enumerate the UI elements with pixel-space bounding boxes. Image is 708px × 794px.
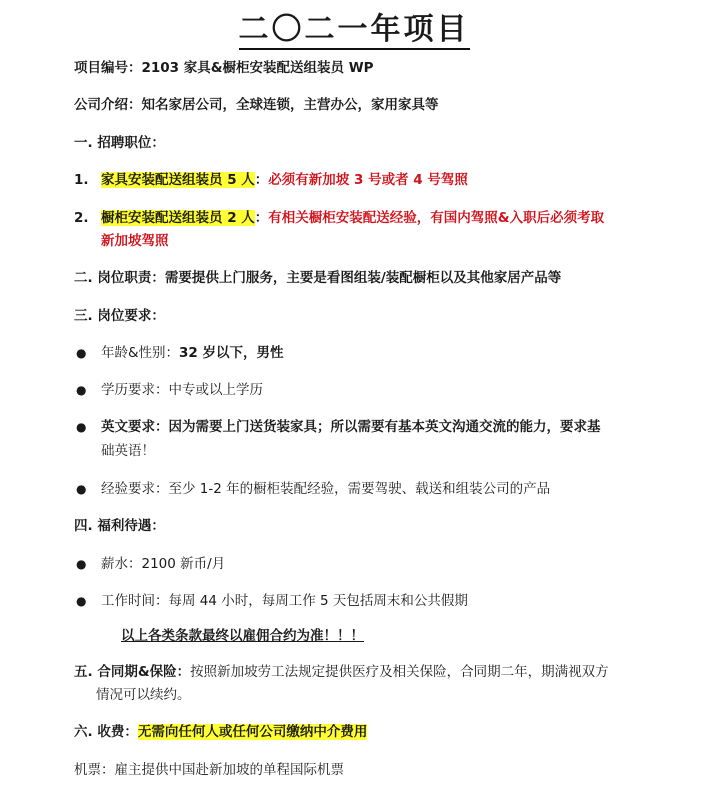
- requirement-label: 学历要求：: [101, 382, 169, 398]
- position-1-requirement: 必须有新加坡 3 号或者 4 号驾照: [268, 172, 468, 188]
- requirement-english: [101, 417, 601, 437]
- company-intro: [74, 95, 439, 115]
- section-contract-title: 五. 合同期&保险：: [74, 664, 191, 680]
- airfare-value: 雇主提供中国赴新加坡的单程国际机票: [114, 762, 344, 778]
- position-1-sep: ：: [254, 172, 269, 188]
- section-requirements-title: 三. 岗位要求：: [74, 308, 165, 324]
- terms-notice: 以上各类条款最终以雇佣合约为准！！！: [121, 628, 364, 644]
- bullet-icon: ●: [76, 346, 87, 360]
- position-1-number: 1.: [74, 172, 89, 188]
- bullet-icon: ●: [76, 594, 87, 608]
- section-duties-title: 二. 岗位职责：: [74, 270, 165, 286]
- section-fees: [74, 722, 367, 742]
- project-number: [74, 58, 374, 78]
- bullet-icon: ●: [76, 383, 87, 397]
- project-number-label: 项目编号：: [74, 60, 142, 76]
- airfare-label: 机票：: [74, 762, 115, 778]
- position-2-number: 2.: [74, 210, 89, 226]
- section-fees-text: 无需向任何人或任何公司缴纳中介费用: [137, 724, 368, 740]
- position-2-requirement: 有相关橱柜安装配送经验，有国内驾照&入职后必须考取: [268, 210, 605, 226]
- requirement-label: 年龄&性别：: [101, 345, 180, 361]
- benefit-salary: [101, 554, 225, 574]
- position-2-requirement-cont: 新加坡驾照: [101, 233, 169, 249]
- position-2: [101, 208, 604, 228]
- position-2-sep: ：: [254, 210, 269, 226]
- position-1: [101, 170, 468, 190]
- position-2-title: 橱柜安装配送组装员 2 人: [101, 210, 255, 226]
- benefit-value: 2100 新币/月: [141, 556, 226, 572]
- requirement-value: 至少 1-2 年的橱柜装配经验，需要驾驶、载送和组装公司的产品: [168, 481, 551, 497]
- requirement-education: [101, 380, 263, 400]
- benefit-label: 薪水：: [101, 556, 142, 572]
- position-1-title: 家具安装配送组装员 5 人: [101, 172, 255, 188]
- requirement-value: 32 岁以下，男性: [179, 345, 284, 361]
- section-contract: [74, 662, 609, 682]
- section-duties: [74, 268, 561, 288]
- section-fees-title: 六. 收费：: [74, 724, 138, 740]
- requirement-value: 因为需要上门送货装家具；所以需要有基本英文沟通交流的能力，要求基: [168, 419, 601, 435]
- document-title: 二〇二一年项目: [0, 4, 708, 48]
- bullet-icon: ●: [76, 420, 87, 434]
- benefit-work-hours: [101, 591, 468, 611]
- project-number-value: 2103 家具&橱柜安装配送组装员 WP: [141, 60, 374, 76]
- requirement-age-gender: [101, 343, 284, 363]
- requirement-label: 英文要求：: [101, 419, 169, 435]
- benefit-label: 工作时间：: [101, 593, 169, 609]
- requirement-experience: [101, 479, 550, 499]
- section-recruitment-title: 一. 招聘职位：: [74, 135, 165, 151]
- company-intro-value: 知名家居公司，全球连锁，主营办公，家用家具等: [141, 97, 439, 113]
- section-benefits-title: 四. 福利待遇：: [74, 518, 165, 534]
- bullet-icon: ●: [76, 482, 87, 496]
- requirement-english-cont: 础英语！: [101, 443, 155, 459]
- requirement-label: 经验要求：: [101, 481, 169, 497]
- section-contract-text: 按照新加坡劳工法规定提供医疗及相关保险，合同期二年，期满视双方: [190, 664, 609, 680]
- benefit-value: 每周 44 小时，每周工作 5 天包括周末和公共假期: [168, 593, 468, 609]
- airfare: [74, 760, 344, 780]
- requirement-value: 中专或以上学历: [168, 382, 263, 398]
- section-duties-text: 需要提供上门服务，主要是看图组装/装配橱柜以及其他家居产品等: [164, 270, 562, 286]
- company-intro-label: 公司介绍：: [74, 97, 142, 113]
- section-contract-cont: 情况可以续约。: [96, 687, 191, 703]
- bullet-icon: ●: [76, 557, 87, 571]
